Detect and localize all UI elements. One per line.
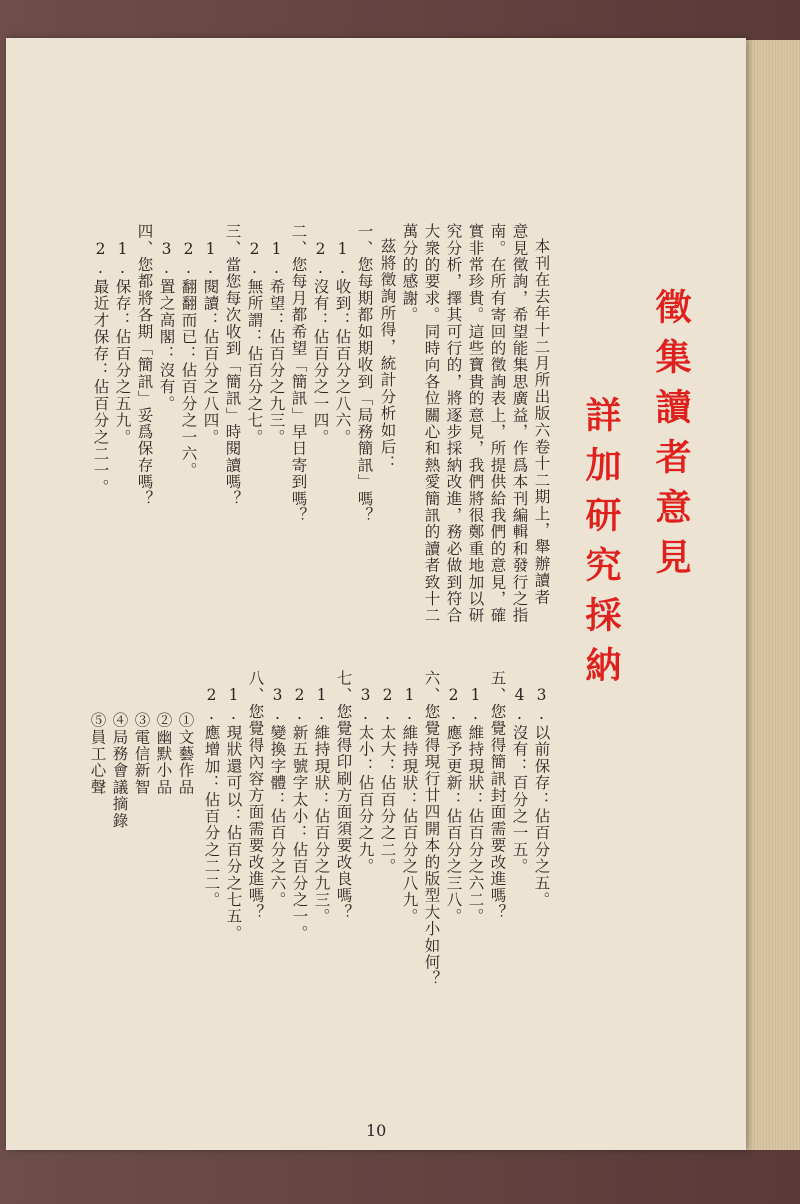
sub-item: ①文藝作品 xyxy=(176,712,195,796)
page-edges xyxy=(738,40,800,1150)
answer-line: 1.閱讀：佔百分之八四。 xyxy=(201,240,220,446)
page-number: 10 xyxy=(366,1121,387,1140)
answer-line: 3.變換字體：佔百分之六。 xyxy=(268,686,287,909)
question-2: 二、您每月都希望「簡訊」早日寄到嗎？ xyxy=(289,223,308,524)
intro-line: 實非常珍貴。這些寶貴的意見，我們將很鄭重地加以研 xyxy=(466,223,485,624)
answer-line: 1.維持現狀：佔百分之九三。 xyxy=(312,686,331,925)
question-4: 四、您都將各期「簡訊」妥爲保存嗎？ xyxy=(135,223,154,507)
answer-line: 2.無所謂：佔百分之七。 xyxy=(245,240,264,446)
sub-item: ③電信新智 xyxy=(132,712,151,796)
sub-item: ②幽默小品 xyxy=(154,712,173,796)
answer-line: 2.應予更新：佔百分之三八。 xyxy=(444,686,463,925)
intro-line: 意見徵詢，希望能集思廣益，作爲本刊編輯和發行之指 xyxy=(510,223,529,624)
intro-line: 茲將徵詢所得，統計分析如后： xyxy=(378,238,397,472)
intro-line: 南。在所有寄回的徵詢表上，所提供給我們的意見，確 xyxy=(488,223,507,624)
question-5: 五、您覺得簡訊封面需要改進嗎？ xyxy=(488,670,507,921)
book-page xyxy=(6,38,746,1150)
answer-line: 1.現狀還可以：佔百分之七五。 xyxy=(224,686,243,942)
sub-item: ④局務會議摘錄 xyxy=(110,712,129,829)
answer-line: 4.沒有：百分之一五。 xyxy=(510,686,529,875)
question-6: 六、您覺得現行廿四開本的版型大小如何？ xyxy=(422,670,441,988)
question-3: 三、當您每次收到「簡訊」時閱讀嗎？ xyxy=(223,223,242,507)
answer-line: 1.希望：佔百分之九三。 xyxy=(267,240,286,446)
intro-line: 究分析，擇其可行的，將逐步採納改進，務必做到符合 xyxy=(444,223,463,624)
question-8: 八、您覺得內容方面需要改進嗎？ xyxy=(246,670,265,921)
intro-line: 本刊在去年十二月所出版六卷十二期上，舉辦讀者 xyxy=(532,238,551,606)
answer-line: 2.沒有：佔百分之一四。 xyxy=(311,240,330,446)
answer-line: 3.太小：佔百分之九。 xyxy=(356,686,375,875)
question-7: 七、您覺得印刷方面須要改良嗎？ xyxy=(334,670,353,921)
answer-line: 2.最近才保存：佔百分之二一。 xyxy=(91,240,110,496)
answer-line: 2.應增加：佔百分之二二。 xyxy=(202,686,221,909)
answer-line: 3.置之高閣：沒有。 xyxy=(157,240,176,412)
answer-line: 1.收到：佔百分之八六。 xyxy=(333,240,352,446)
intro-line: 萬分的感謝。 xyxy=(400,223,419,324)
answer-line: 1.維持現狀：佔百分之六二。 xyxy=(466,686,485,925)
answer-line: 2.翻翻而已：佔百分之一六。 xyxy=(179,240,198,479)
sub-item: ⑤員工心聲 xyxy=(88,712,107,796)
answer-line: 3.以前保存：佔百分之五。 xyxy=(532,686,551,909)
answer-line: 1.保存：佔百分之五九。 xyxy=(113,240,132,446)
answer-line: 2.新五號字太小：佔百分之一。 xyxy=(290,686,309,942)
article-title-line-1: 徵集讀者意見 xyxy=(650,288,691,588)
article-title-line-2: 詳加研究採納 xyxy=(580,396,621,696)
answer-line: 1.維持現狀：佔百分之八九。 xyxy=(400,686,419,925)
intro-line: 大衆的要求。同時向各位關心和熱愛簡訊的讀者致十二 xyxy=(422,223,441,624)
question-1: 一、您每期都如期收到「局務簡訊」嗎？ xyxy=(355,223,374,524)
answer-line: 2.太大：佔百分之二。 xyxy=(378,686,397,875)
